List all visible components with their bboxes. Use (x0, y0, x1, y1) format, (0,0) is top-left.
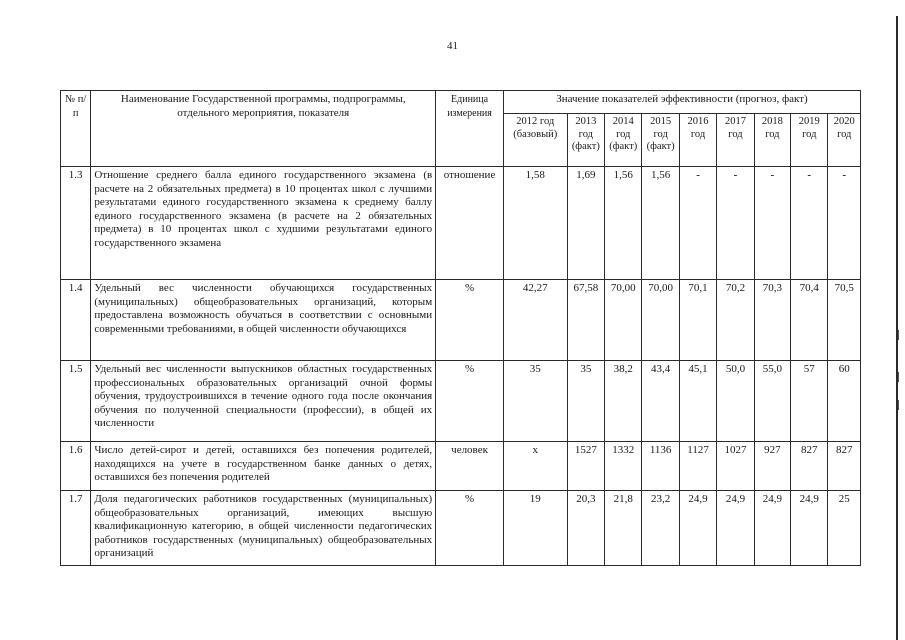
value-cell: 20,3 (567, 491, 604, 566)
value-cell: 70,2 (717, 280, 754, 361)
header-name: Наименование Государственной программы, подпрограммы, отдельного мероприятия, показателя (91, 91, 436, 167)
value-cell: 45,1 (679, 361, 716, 442)
value-cell: 23,2 (642, 491, 679, 566)
performance-indicators-table (60, 90, 861, 566)
header-year: 2015 год (факт) (642, 114, 679, 167)
value-cell: 19 (503, 491, 567, 566)
value-cell: 57 (791, 361, 828, 442)
value-cell: 67,58 (567, 280, 604, 361)
table-row (61, 442, 861, 491)
value-cell: 70,00 (605, 280, 642, 361)
value-cell: 35 (503, 361, 567, 442)
value-cell: 50,0 (717, 361, 754, 442)
value-cell: 70,5 (828, 280, 861, 361)
value-cell: 24,9 (791, 491, 828, 566)
header-row (61, 91, 861, 114)
value-cell: 1027 (717, 442, 754, 491)
value-cell: 827 (791, 442, 828, 491)
value-cell: 21,8 (605, 491, 642, 566)
value-cell: 927 (754, 442, 790, 491)
margin-mark (898, 400, 899, 410)
value-cell: 70,00 (642, 280, 679, 361)
page-number: 41 (447, 40, 458, 52)
table-row (61, 491, 861, 566)
header-year: 2014 год (факт) (605, 114, 642, 167)
row-number: 1.6 (61, 442, 91, 491)
margin-mark (898, 330, 899, 340)
value-cell: - (679, 167, 716, 280)
table-row (61, 280, 861, 361)
value-cell: - (754, 167, 790, 280)
header-year: 2012 год (базовый) (503, 114, 567, 167)
unit-cell: человек (436, 442, 504, 491)
value-cell: 1,69 (567, 167, 604, 280)
header-year: 2013 год (факт) (567, 114, 604, 167)
value-cell: 1136 (642, 442, 679, 491)
value-cell: 1332 (605, 442, 642, 491)
value-cell: 70,3 (754, 280, 790, 361)
value-cell: - (828, 167, 861, 280)
value-cell: 42,27 (503, 280, 567, 361)
indicator-name: Удельный вес численности выпускников областных государственных профессиональных образовательных организаций очной формы обучения, трудоустроившихся в течение одного года после окончания обучения по полученной специальности (профессии), в общей их численности (91, 361, 436, 442)
value-cell: 60 (828, 361, 861, 442)
value-cell: 24,9 (717, 491, 754, 566)
value-cell: 24,9 (679, 491, 716, 566)
table-row (61, 167, 861, 280)
indicator-name: Доля педагогических работников государственных (муниципальных) общеобразовательных организаций, имеющих высшую квалификационную категорию, в общей численности педагогических работников государственных (муниципальных) общеобразовательных организаций (91, 491, 436, 566)
value-cell: - (717, 167, 754, 280)
value-cell: 25 (828, 491, 861, 566)
value-cell: 827 (828, 442, 861, 491)
value-cell: 70,1 (679, 280, 716, 361)
value-cell: 1,56 (642, 167, 679, 280)
value-cell: 24,9 (754, 491, 790, 566)
value-cell: 1527 (567, 442, 604, 491)
page-edge-line (896, 16, 898, 640)
value-cell: 35 (567, 361, 604, 442)
unit-cell: % (436, 361, 504, 442)
header-year: 2018 год (754, 114, 790, 167)
value-cell: 43,4 (642, 361, 679, 442)
indicator-name: Число детей-сирот и детей, оставшихся без попечения родителей, находящихся на учете в государственном банке данных о детях, оставшихся без попечения родителей (91, 442, 436, 491)
margin-mark (898, 372, 899, 382)
value-cell: 1,56 (605, 167, 642, 280)
value-cell: 55,0 (754, 361, 790, 442)
unit-cell: отношение (436, 167, 504, 280)
row-number: 1.7 (61, 491, 91, 566)
indicator-name: Удельный вес численности обучающихся государственных (муниципальных) общеобразовательных организаций, которым предоставлена возможность обучаться в соответствии с основными современными требованиями, в общей численности обучающихся (91, 280, 436, 361)
value-cell: 70,4 (791, 280, 828, 361)
value-cell: 1,58 (503, 167, 567, 280)
header-year: 2020 год (828, 114, 861, 167)
table-row (61, 361, 861, 442)
header-year: 2017 год (717, 114, 754, 167)
header-year: 2016 год (679, 114, 716, 167)
unit-cell: % (436, 491, 504, 566)
row-number: 1.3 (61, 167, 91, 280)
unit-cell: % (436, 280, 504, 361)
header-values-group: Значение показателей эффективности (прогноз, факт) (503, 91, 860, 114)
row-number: 1.4 (61, 280, 91, 361)
header-unit: Единица измерения (436, 91, 504, 167)
value-cell: - (791, 167, 828, 280)
header-year: 2019 год (791, 114, 828, 167)
value-cell: 38,2 (605, 361, 642, 442)
row-number: 1.5 (61, 361, 91, 442)
indicator-name: Отношение среднего балла единого государственного экзамена (в расчете на 2 обязательных предмета) в 10 процентах школ с лучшими результатами единого государственного экзамена к среднему баллу единого государственного экзамена (в расчете на 2 обязательных предмета) в 10 процентах школ с худшими результатами единого государственного экзамена (91, 167, 436, 280)
value-cell: 1127 (679, 442, 716, 491)
header-num: № п/п (61, 91, 91, 167)
value-cell: х (503, 442, 567, 491)
